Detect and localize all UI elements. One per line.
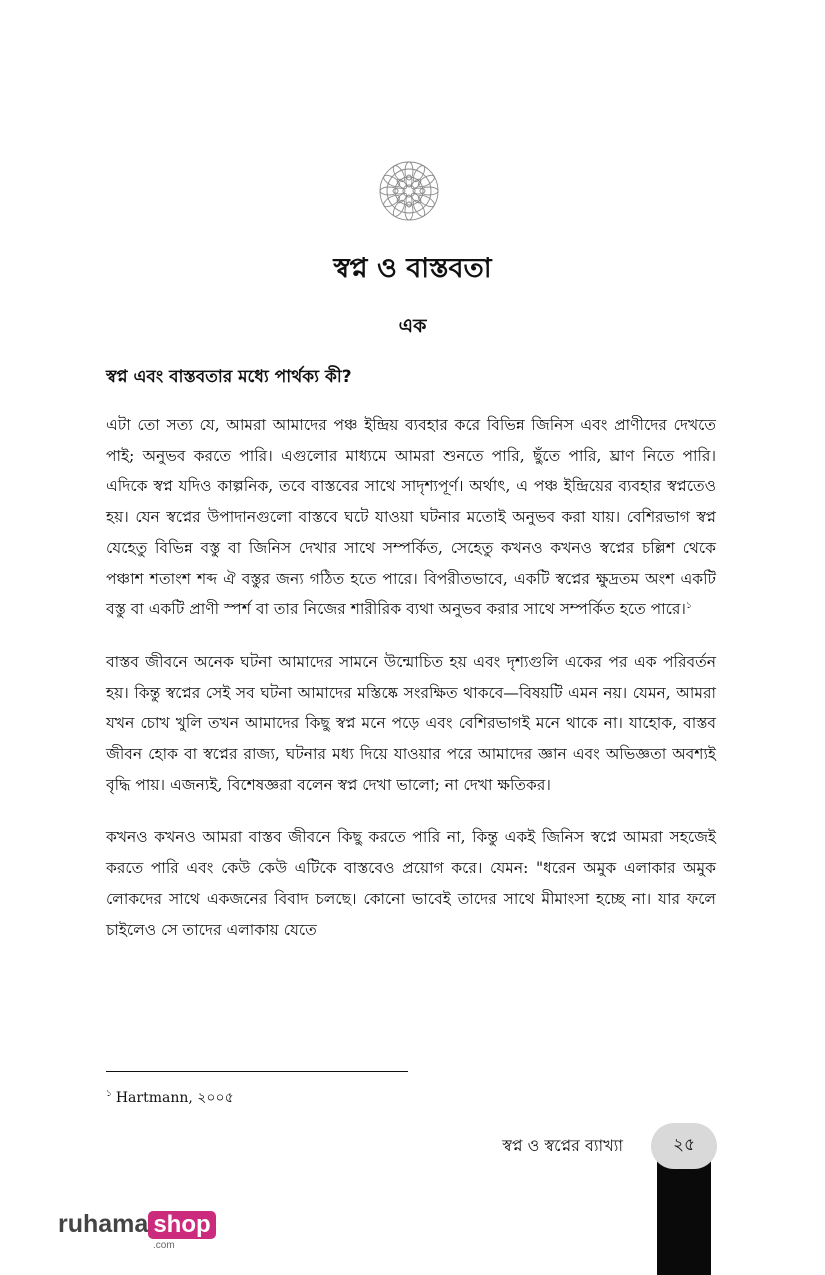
brand-domain: .com bbox=[153, 1240, 175, 1251]
footnote-reference[interactable]: ১ bbox=[685, 601, 692, 612]
running-title: স্বপ্ন ও স্বপ্নের ব্যাখ্যা bbox=[502, 1136, 623, 1155]
section-number: এক bbox=[398, 315, 427, 337]
footnote-text: Hartmann, ২০০৫ bbox=[115, 1090, 234, 1106]
brand-box: shop bbox=[148, 1211, 215, 1239]
page-number: ২৫ bbox=[672, 1135, 696, 1155]
brand-word: ruhama bbox=[58, 1210, 149, 1238]
paragraph bbox=[106, 410, 716, 625]
page-number-badge bbox=[651, 1123, 717, 1169]
body-text bbox=[106, 410, 716, 967]
footnote bbox=[106, 1086, 234, 1110]
paragraph-text: বাস্তব জীবনে অনেক ঘটনা আমাদের সামনে উন্মোচিত হয় এবং দৃশ্যগুলি একের পর এক পরিবর্তন হয়। কিন্তু স্বপ্নের সেই সব ঘটনা আমাদের মস্তিষ্কে সংরক্ষিত থাকবে—বিষয়টি এমন নয়। যেমন, আমরা যখন চোখ খুলি তখন আমাদের কিছু স্বপ্ন মনে পড়ে এবং বেশিরভাগই মনে থাকে না। যাহোক, বাস্তব জীবন হোক বা স্বপ্নের রাজ্য, ঘটনার মধ্য দিয়ে যাওয়ার পরে আমাদের জ্ঞান এবং অভিজ্ঞতা অবশ্যই বৃদ্ধি পায়। এজন্যই, বিশেষজ্ঞরা বলেন স্বপ্ন দেখা ভালো; না দেখা ক্ষতিকর। bbox=[106, 652, 716, 794]
footnote-divider bbox=[106, 1071, 408, 1072]
paragraph-text: এটা তো সত্য যে, আমরা আমাদের পঞ্চ ইন্দ্রিয় ব্যবহার করে বিভিন্ন জিনিস এবং প্রাণীদের দেখতে পাই; অনুভব করতে পারি। এগুলোর মাধ্যমে আমরা শুনতে পারি, ছুঁতে পারি, ঘ্রাণ নিতে পারি। এদিকে স্বপ্ন যদিও কাল্পনিক, তবে বাস্তবের সাথে সাদৃশ্যপূর্ণ। অর্থাৎ, এ পঞ্চ ইন্দ্রিয়ের ব্যবহার স্বপ্নতেও হয়। যেন স্বপ্নের উপাদানগুলো বাস্তবে ঘটে যাওয়া ঘটনার মতোই অনুভব করা যায়। বেশিরভাগ স্বপ্ন যেহেতু বিভিন্ন বস্তু বা জিনিস দেখার সাথে সম্পর্কিত, সেহেতু কখনও কখনও স্বপ্নের চল্লিশ থেকে পঞ্চাশ শতাংশ শব্দ ঐ বস্তুর জন্য গঠিত হতে পারে। বিপরীতভাবে, একটি স্বপ্নের ক্ষুদ্রতম অংশ একটি বস্তু বা একটি প্রাণী স্পর্শ বা তার নিজের শারীরিক ব্যথা অনুভব করার সাথে সম্পর্কিত হতে পারে। bbox=[106, 416, 716, 619]
paragraph-text: কখনও কখনও আমরা বাস্তব জীবনে কিছু করতে পারি না, কিন্তু একই জিনিস স্বপ্নে আমরা সহজেই করতে পারি এবং কেউ কেউ এটিকে বাস্তবেও প্রয়োগ করে। যেমন: "ধরেন অমুক এলাকার অমুক লোকদের সাথে একজনের বিবাদ চলছে। কোনো ভাবেই তাদের সাথে মীমাংসা হচ্ছে না। যার ফলে চাইলেও সে তাদের এলাকায় যেতে bbox=[106, 828, 716, 939]
brand-logo bbox=[58, 1210, 216, 1250]
paragraph bbox=[106, 647, 716, 801]
mandala-ornament-icon bbox=[378, 160, 440, 222]
section-question: স্বপ্ন এবং বাস্তবতার মধ্যে পার্থক্য কী? bbox=[106, 367, 352, 387]
footnote-mark: ১ bbox=[106, 1089, 112, 1100]
chapter-title: স্বপ্ন ও বাস্তবতা bbox=[333, 253, 492, 284]
paragraph bbox=[106, 822, 716, 945]
